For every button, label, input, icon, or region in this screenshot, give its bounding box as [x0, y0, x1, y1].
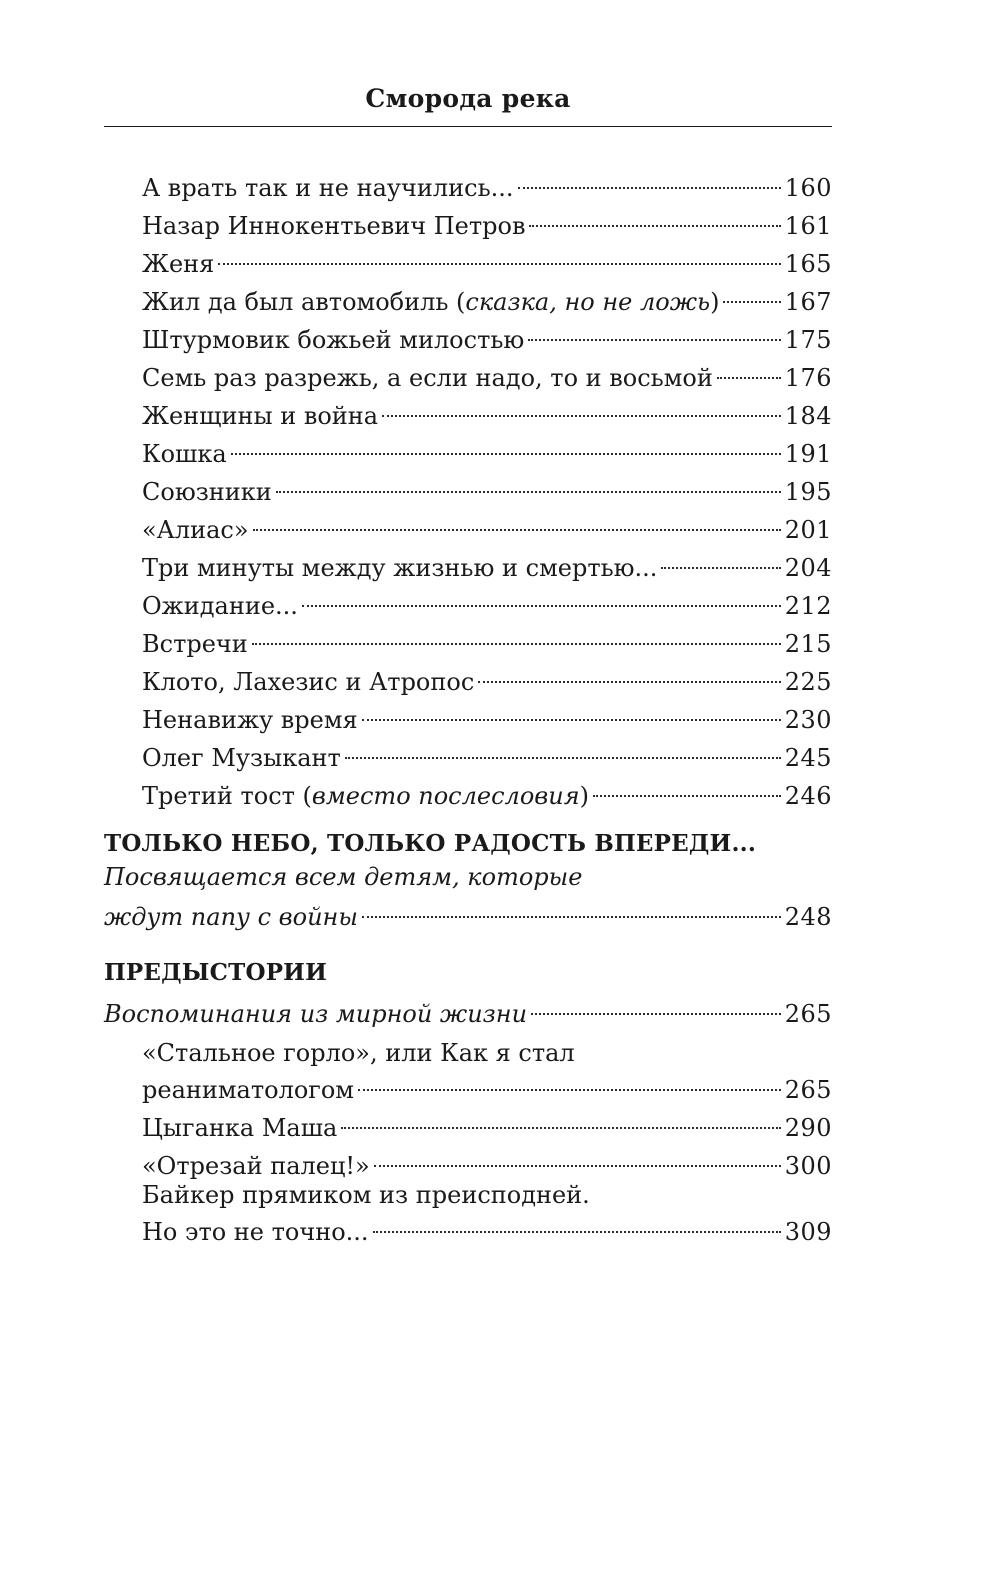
toc-entry: [142, 736, 832, 773]
dot-leader: [717, 356, 781, 386]
toc-entry-page: 161: [784, 212, 832, 240]
toc-entry: [142, 1106, 832, 1143]
toc-entry-title: Три минуты между жизнью и смертью...: [142, 554, 658, 582]
dot-leader: [529, 204, 780, 234]
toc-entry-title: Олег Музыкант: [142, 744, 341, 772]
toc-entry-title: Семь раз разрежь, а если надо, то и восьмой: [142, 364, 713, 392]
toc-entry: [142, 432, 832, 469]
toc-entry-title: Ожидание...: [142, 592, 298, 620]
toc-entry: [142, 318, 832, 355]
toc-entry-page: 212: [784, 592, 832, 620]
toc-entry: [142, 774, 832, 811]
toc-entry-title: Кошка: [142, 440, 227, 468]
dot-leader: [362, 895, 781, 925]
toc-entry: [142, 242, 832, 279]
dot-leader: [341, 1106, 780, 1136]
toc-entry-page: 300: [784, 1152, 832, 1180]
toc-entry-title: «Алиас»: [142, 516, 249, 544]
dot-leader: [276, 470, 781, 500]
dot-leader: [723, 280, 780, 310]
toc-entry-title: Женя: [142, 250, 215, 278]
toc-entry-title: Цыганка Маша: [142, 1114, 338, 1142]
toc-entry-title: [142, 781, 589, 811]
toc-entry-title: Клото, Лахезис и Атропос: [142, 668, 475, 696]
running-head: Смородa река: [365, 84, 571, 113]
toc-entry-title-italic: вместо послесловия: [311, 782, 580, 810]
toc-entry: [142, 1210, 832, 1247]
section-title-prehistory: ПРЕДЫСТОРИИ: [104, 959, 328, 986]
toc-entry-page: 290: [784, 1114, 832, 1142]
toc-entry-page: 230: [784, 706, 832, 734]
dot-leader: [373, 1210, 781, 1240]
toc-entry-page: 167: [784, 288, 832, 316]
toc-entry-title: Союзники: [142, 478, 272, 506]
toc-entry-title: Но это не точно...: [142, 1218, 369, 1246]
dot-leader: [478, 660, 780, 690]
toc-entry-page: 176: [784, 364, 832, 392]
toc-entry: [142, 356, 832, 393]
dot-leader: [518, 166, 781, 196]
toc-entry-page: 225: [784, 668, 832, 696]
toc-entry-page: 191: [784, 440, 832, 468]
dot-leader: [302, 584, 781, 614]
toc-entry-page: 265: [784, 1076, 832, 1104]
toc-entry-page: 204: [784, 554, 832, 582]
section-dedication-line: Посвящается всем детям, которые: [104, 863, 583, 891]
toc-entry: [142, 470, 832, 507]
toc-entry-title-line: «Стальное горло», или Как я стал: [142, 1039, 575, 1067]
toc-entry: [142, 546, 832, 583]
toc-entry-title-italic: сказка, но не ложь: [465, 288, 711, 316]
section-title-sky: ТОЛЬКО НЕБО, ТОЛЬКО РАДОСТЬ ВПЕРЕДИ...: [104, 830, 757, 857]
toc-entry-title: Назар Иннокентьевич Петров: [142, 212, 526, 240]
toc-entry-page: 265: [784, 1000, 832, 1028]
toc-entry: [104, 895, 832, 932]
dot-leader: [358, 1068, 781, 1098]
toc-entry-title-plain: Третий тост (: [142, 782, 312, 810]
toc-entry-page: 245: [784, 744, 832, 772]
dot-leader: [231, 432, 781, 462]
toc-entry-title: реаниматологом: [142, 1076, 354, 1104]
toc-entry: [142, 1144, 832, 1181]
dot-leader: [345, 736, 781, 766]
toc-entry-title: «Отрезай палец!»: [142, 1152, 370, 1180]
dot-leader: [374, 1144, 781, 1174]
toc-entry: [142, 584, 832, 621]
toc-entry-title-line: Байкер прямиком из преисподней.: [142, 1181, 590, 1209]
toc-entry-page: 195: [784, 478, 832, 506]
toc-entry-title-plain: Жил да был автомобиль (: [142, 288, 466, 316]
dot-leader: [362, 698, 781, 728]
dot-leader: [382, 394, 781, 424]
toc-entry-title: Встречи: [142, 630, 248, 658]
toc-entry: [142, 660, 832, 697]
toc-entry: [142, 698, 832, 735]
dot-leader: [531, 992, 781, 1022]
toc-entry-page: 215: [784, 630, 832, 658]
toc-entry-title: Ненавижу время: [142, 706, 358, 734]
toc-entry-title: Штурмовик божьей милостью: [142, 326, 525, 354]
toc-entry-page: 160: [784, 174, 832, 202]
toc-entry-title-close: ): [579, 782, 589, 810]
toc-entry-title: А врать так и не научились...: [142, 174, 514, 202]
toc-entry-title: Воспоминания из мирной жизни: [104, 1000, 528, 1028]
toc-entry-page: 165: [784, 250, 832, 278]
dot-leader: [661, 546, 780, 576]
toc-entry-title: [142, 287, 719, 317]
dot-leader: [252, 622, 781, 652]
dot-leader: [218, 242, 780, 272]
toc-entry-page: 201: [784, 516, 832, 544]
toc-entry-title: Женщины и война: [142, 402, 379, 430]
toc-entry-page: 184: [784, 402, 832, 430]
toc-entry: [142, 166, 832, 203]
toc-entry: [142, 622, 832, 659]
toc-entry-page: 246: [784, 782, 832, 810]
toc-entry: [142, 508, 832, 545]
toc-entry: [142, 204, 832, 241]
toc-entry-title: ждут папу с войны: [104, 903, 358, 931]
toc-entry: [142, 394, 832, 431]
header-rule: [104, 126, 832, 127]
toc-entry: [104, 992, 832, 1029]
toc-entry: [142, 1068, 832, 1105]
toc-entry-title-close: ): [710, 288, 720, 316]
dot-leader: [253, 508, 781, 538]
dot-leader: [593, 774, 781, 804]
toc-entry: [142, 280, 832, 317]
toc-entry-page: 248: [784, 903, 832, 931]
dot-leader: [528, 318, 780, 348]
toc-entry-page: 309: [784, 1218, 832, 1246]
toc-entry-page: 175: [784, 326, 832, 354]
